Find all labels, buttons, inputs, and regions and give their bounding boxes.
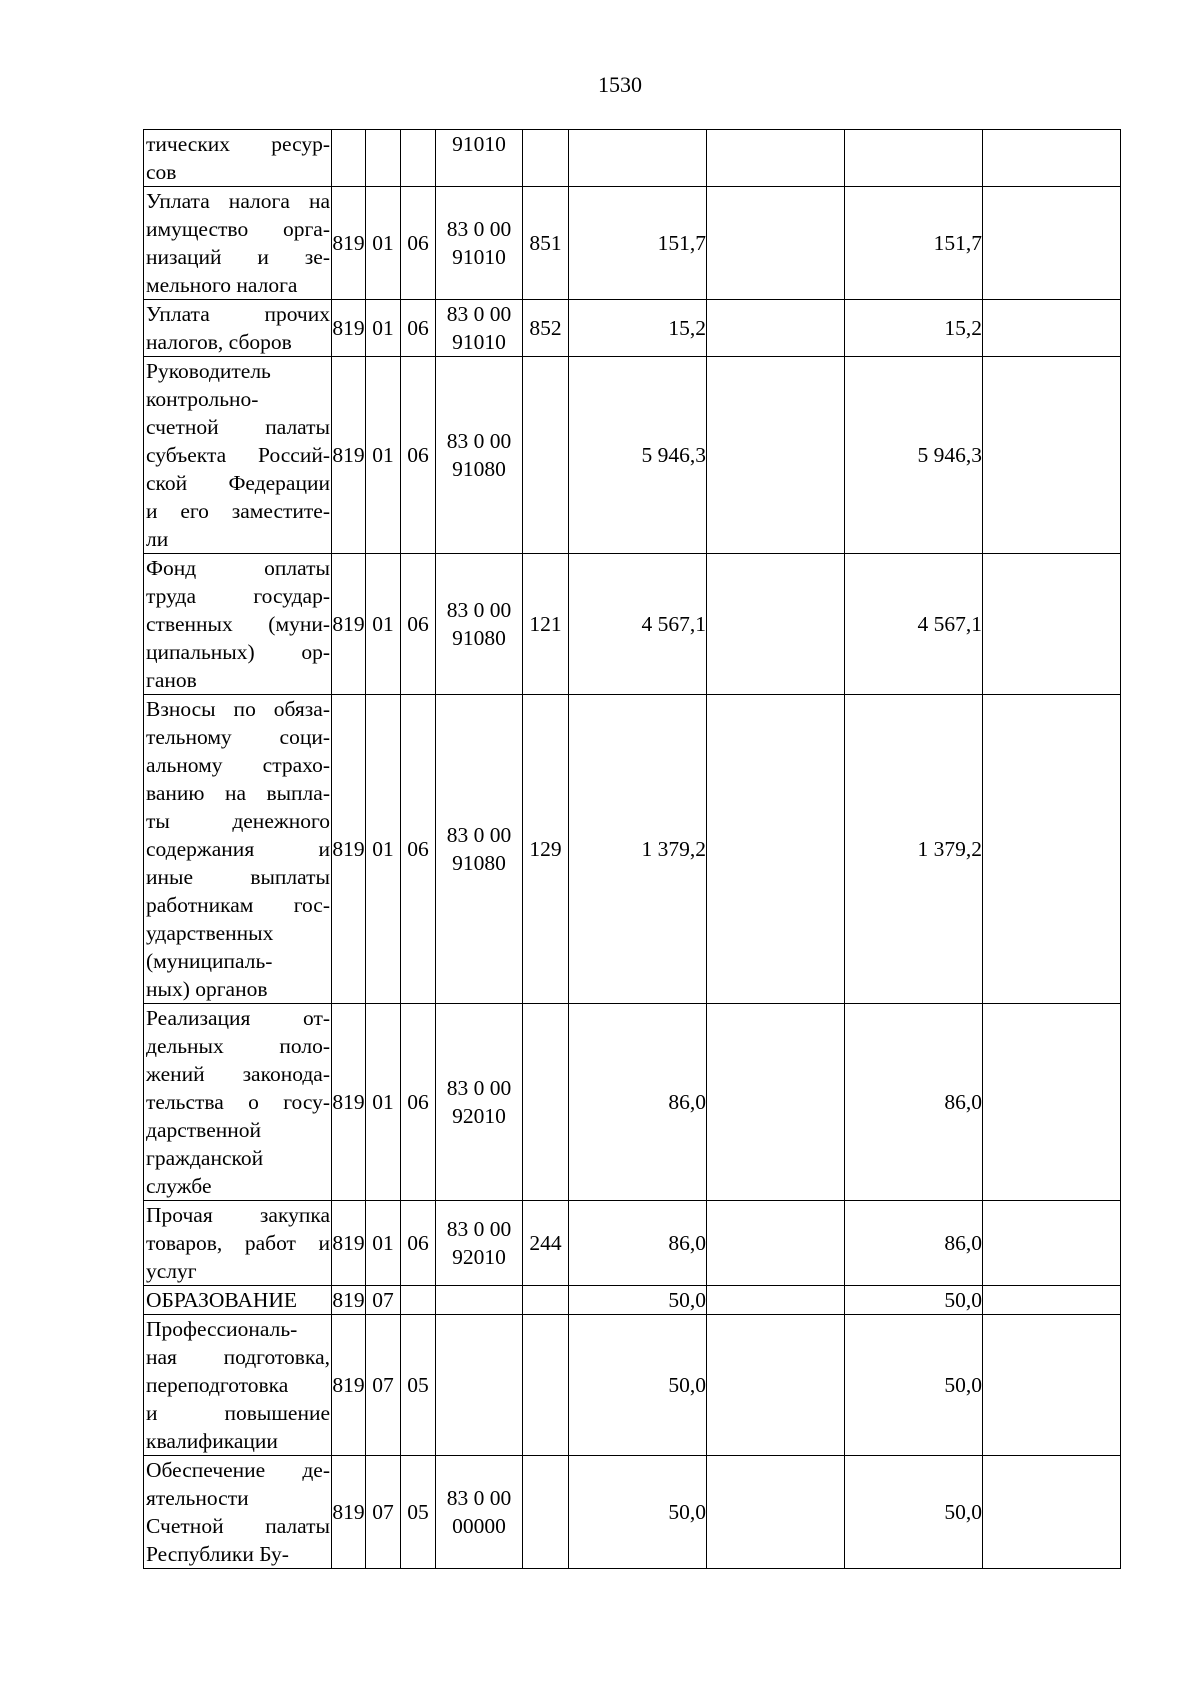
target-article-line: 83 0 00 <box>446 302 512 326</box>
table-row <box>144 300 1121 357</box>
subsection-code: 06 <box>401 554 436 695</box>
section-code: 07 <box>366 1286 401 1315</box>
amount-cell: 1 379,2 <box>845 695 983 1004</box>
table-row <box>144 1315 1121 1456</box>
row-name-line: ная подготовка, <box>146 1345 330 1369</box>
target-article-line: 91080 <box>452 851 506 875</box>
amount-cell <box>707 695 845 1004</box>
amount-cell <box>983 357 1121 554</box>
target-article-line: 83 0 00 <box>446 217 512 241</box>
amount-cell: 151,7 <box>569 187 707 300</box>
ministry-code: 819 <box>332 1315 366 1456</box>
amount-cell: 151,7 <box>845 187 983 300</box>
amount-cell <box>707 130 845 187</box>
table-row <box>144 1004 1121 1201</box>
row-name-line: субъекта Россий- <box>146 443 330 467</box>
target-article-line: 91010 <box>452 132 506 156</box>
target-article-line: 83 0 00 <box>446 1217 512 1241</box>
amount-cell <box>983 554 1121 695</box>
amount-cell <box>569 130 707 187</box>
row-name-line: Прочая закупка <box>146 1203 330 1227</box>
row-name-line: имущество орга- <box>146 217 330 241</box>
amount-cell <box>707 300 845 357</box>
amount-cell: 1 379,2 <box>569 695 707 1004</box>
row-name-line: альному страхо- <box>146 753 330 777</box>
target-article-line: 83 0 00 <box>446 429 512 453</box>
row-name-line: ципальных) ор- <box>146 640 330 664</box>
amount-cell: 86,0 <box>569 1004 707 1201</box>
expense-type-code: 129 <box>523 695 569 1004</box>
row-name-line: Реализация от- <box>146 1006 330 1030</box>
row-name-line: товаров, работ и <box>146 1231 330 1255</box>
subsection-code: 06 <box>401 357 436 554</box>
row-name-line: жений законода- <box>146 1062 330 1086</box>
row-name-line: гражданской <box>146 1146 264 1170</box>
amount-cell: 15,2 <box>845 300 983 357</box>
section-code <box>366 130 401 187</box>
row-name-line: ОБРАЗОВАНИЕ <box>146 1288 298 1312</box>
subsection-code <box>401 1286 436 1315</box>
ministry-code: 819 <box>332 695 366 1004</box>
target-article-code <box>436 1201 523 1286</box>
row-name-line: (муниципаль- <box>146 949 273 973</box>
row-name-cell <box>144 1286 332 1315</box>
row-name-line: ты денежного <box>146 809 330 833</box>
row-name-line: ственных (муни- <box>146 612 330 636</box>
amount-cell: 50,0 <box>845 1456 983 1569</box>
ministry-code: 819 <box>332 300 366 357</box>
expense-type-code <box>523 357 569 554</box>
row-name-line: ли <box>146 527 169 551</box>
section-code: 01 <box>366 300 401 357</box>
subsection-code: 06 <box>401 695 436 1004</box>
row-name-line: службе <box>146 1174 212 1198</box>
ministry-code: 819 <box>332 554 366 695</box>
target-article-line: 91080 <box>452 626 506 650</box>
row-name-cell <box>144 1004 332 1201</box>
row-name-line: Руководитель <box>146 359 271 383</box>
amount-cell <box>707 1456 845 1569</box>
ministry-code <box>332 130 366 187</box>
table-row <box>144 357 1121 554</box>
row-name-line: Счетной палаты <box>146 1514 330 1538</box>
row-name-line: Республики Бу- <box>146 1542 289 1566</box>
ministry-code: 819 <box>332 1456 366 1569</box>
row-name-line: и повышение <box>146 1401 330 1425</box>
amount-cell <box>707 554 845 695</box>
target-article-code <box>436 187 523 300</box>
row-name-line: контрольно- <box>146 387 259 411</box>
row-name-line: дельных поло- <box>146 1034 330 1058</box>
target-article-line: 92010 <box>452 1104 506 1128</box>
expense-type-code: 244 <box>523 1201 569 1286</box>
amount-cell: 50,0 <box>569 1315 707 1456</box>
target-article-code <box>436 357 523 554</box>
subsection-code <box>401 130 436 187</box>
subsection-code: 06 <box>401 300 436 357</box>
amount-cell <box>983 1456 1121 1569</box>
row-name-cell <box>144 130 332 187</box>
row-name-line: Фонд оплаты <box>146 556 330 580</box>
page-number: 1530 <box>598 72 642 97</box>
target-article-line: 91010 <box>452 245 506 269</box>
table-row <box>144 187 1121 300</box>
target-article-line: 83 0 00 <box>446 598 512 622</box>
target-article-code <box>436 1456 523 1569</box>
target-article-code <box>436 1286 523 1315</box>
target-article-line: 83 0 00 <box>446 1486 512 1510</box>
row-name-line: сов <box>146 160 177 184</box>
expense-type-code <box>523 1286 569 1315</box>
amount-cell: 50,0 <box>569 1286 707 1315</box>
expense-type-code <box>523 1456 569 1569</box>
row-name-line: иные выплаты <box>146 865 330 889</box>
amount-cell <box>707 1286 845 1315</box>
amount-cell <box>707 1315 845 1456</box>
amount-cell: 4 567,1 <box>845 554 983 695</box>
target-article-code <box>436 554 523 695</box>
row-name-line: тельства о госу- <box>146 1090 330 1114</box>
amount-cell: 4 567,1 <box>569 554 707 695</box>
ministry-code: 819 <box>332 187 366 300</box>
amount-cell: 5 946,3 <box>845 357 983 554</box>
amount-cell: 86,0 <box>845 1004 983 1201</box>
row-name-cell <box>144 1315 332 1456</box>
section-code: 01 <box>366 695 401 1004</box>
row-name-line: низаций и зе- <box>146 245 330 269</box>
row-name-cell <box>144 300 332 357</box>
row-name-line: ных) органов <box>146 977 268 1001</box>
table-row <box>144 1201 1121 1286</box>
row-name-line: дарственной <box>146 1118 262 1142</box>
section-code: 01 <box>366 1201 401 1286</box>
target-article-code <box>436 1315 523 1456</box>
row-name-cell <box>144 695 332 1004</box>
subsection-code: 05 <box>401 1456 436 1569</box>
row-name-cell <box>144 357 332 554</box>
row-name-line: Взносы по обяза- <box>146 697 330 721</box>
amount-cell: 50,0 <box>845 1315 983 1456</box>
row-name-line: ской Федерации <box>146 471 330 495</box>
ministry-code: 819 <box>332 1201 366 1286</box>
row-name-line: Обеспечение де- <box>146 1458 330 1482</box>
expense-type-code: 121 <box>523 554 569 695</box>
row-name-line: мельного налога <box>146 273 298 297</box>
row-name-line: переподготовка <box>146 1373 289 1397</box>
row-name-line: труда государ- <box>146 584 330 608</box>
target-article-code <box>436 300 523 357</box>
target-article-code <box>436 695 523 1004</box>
section-code: 01 <box>366 1004 401 1201</box>
expense-type-code: 852 <box>523 300 569 357</box>
target-article-line: 83 0 00 <box>446 1076 512 1100</box>
target-article-line: 91080 <box>452 457 506 481</box>
table-row <box>144 130 1121 187</box>
section-code: 07 <box>366 1315 401 1456</box>
row-name-line: работникам гос- <box>146 893 330 917</box>
table-row <box>144 1286 1121 1315</box>
expense-type-code: 851 <box>523 187 569 300</box>
target-article-line: 83 0 00 <box>446 823 512 847</box>
budget-table <box>143 129 1121 1569</box>
amount-cell: 86,0 <box>569 1201 707 1286</box>
row-name-line: содержания и <box>146 837 330 861</box>
amount-cell <box>983 1201 1121 1286</box>
row-name-cell <box>144 554 332 695</box>
subsection-code: 05 <box>401 1315 436 1456</box>
section-code: 01 <box>366 187 401 300</box>
amount-cell <box>983 695 1121 1004</box>
amount-cell: 5 946,3 <box>569 357 707 554</box>
amount-cell <box>983 130 1121 187</box>
row-name-line: счетной палаты <box>146 415 330 439</box>
amount-cell <box>707 1004 845 1201</box>
table-row <box>144 1456 1121 1569</box>
row-name-line: ятельности <box>146 1486 249 1510</box>
target-article-code <box>436 130 523 187</box>
target-article-code <box>436 1004 523 1201</box>
row-name-line: и его заместите- <box>146 499 330 523</box>
ministry-code: 819 <box>332 357 366 554</box>
amount-cell <box>983 1004 1121 1201</box>
section-code: 01 <box>366 554 401 695</box>
row-name-line: налогов, сборов <box>146 330 292 354</box>
row-name-line: Уплата прочих <box>146 302 330 326</box>
amount-cell <box>707 1201 845 1286</box>
expense-type-code <box>523 130 569 187</box>
row-name-line: Уплата налога на <box>146 189 330 213</box>
row-name-cell <box>144 1456 332 1569</box>
row-name-cell <box>144 1201 332 1286</box>
table-row <box>144 554 1121 695</box>
section-code: 01 <box>366 357 401 554</box>
amount-cell <box>707 357 845 554</box>
section-code: 07 <box>366 1456 401 1569</box>
amount-cell <box>983 1286 1121 1315</box>
row-name-line: квалификации <box>146 1429 278 1453</box>
amount-cell: 86,0 <box>845 1201 983 1286</box>
target-article-line: 92010 <box>452 1245 506 1269</box>
expense-type-code <box>523 1004 569 1201</box>
amount-cell <box>983 300 1121 357</box>
subsection-code: 06 <box>401 187 436 300</box>
amount-cell <box>707 187 845 300</box>
row-name-line: тельному соци- <box>146 725 330 749</box>
expense-type-code <box>523 1315 569 1456</box>
amount-cell <box>983 187 1121 300</box>
amount-cell <box>983 1315 1121 1456</box>
row-name-cell <box>144 187 332 300</box>
amount-cell <box>845 130 983 187</box>
row-name-line: Профессиональ- <box>146 1317 298 1341</box>
row-name-line: услуг <box>146 1259 197 1283</box>
ministry-code: 819 <box>332 1286 366 1315</box>
table-row <box>144 695 1121 1004</box>
row-name-line: тических ресур- <box>146 132 330 156</box>
amount-cell: 50,0 <box>569 1456 707 1569</box>
subsection-code: 06 <box>401 1201 436 1286</box>
row-name-line: ударственных <box>146 921 274 945</box>
amount-cell: 50,0 <box>845 1286 983 1315</box>
row-name-line: ганов <box>146 668 197 692</box>
subsection-code: 06 <box>401 1004 436 1201</box>
ministry-code: 819 <box>332 1004 366 1201</box>
target-article-line: 00000 <box>452 1514 506 1538</box>
row-name-line: ванию на выпла- <box>146 781 330 805</box>
target-article-line: 91010 <box>452 330 506 354</box>
amount-cell: 15,2 <box>569 300 707 357</box>
